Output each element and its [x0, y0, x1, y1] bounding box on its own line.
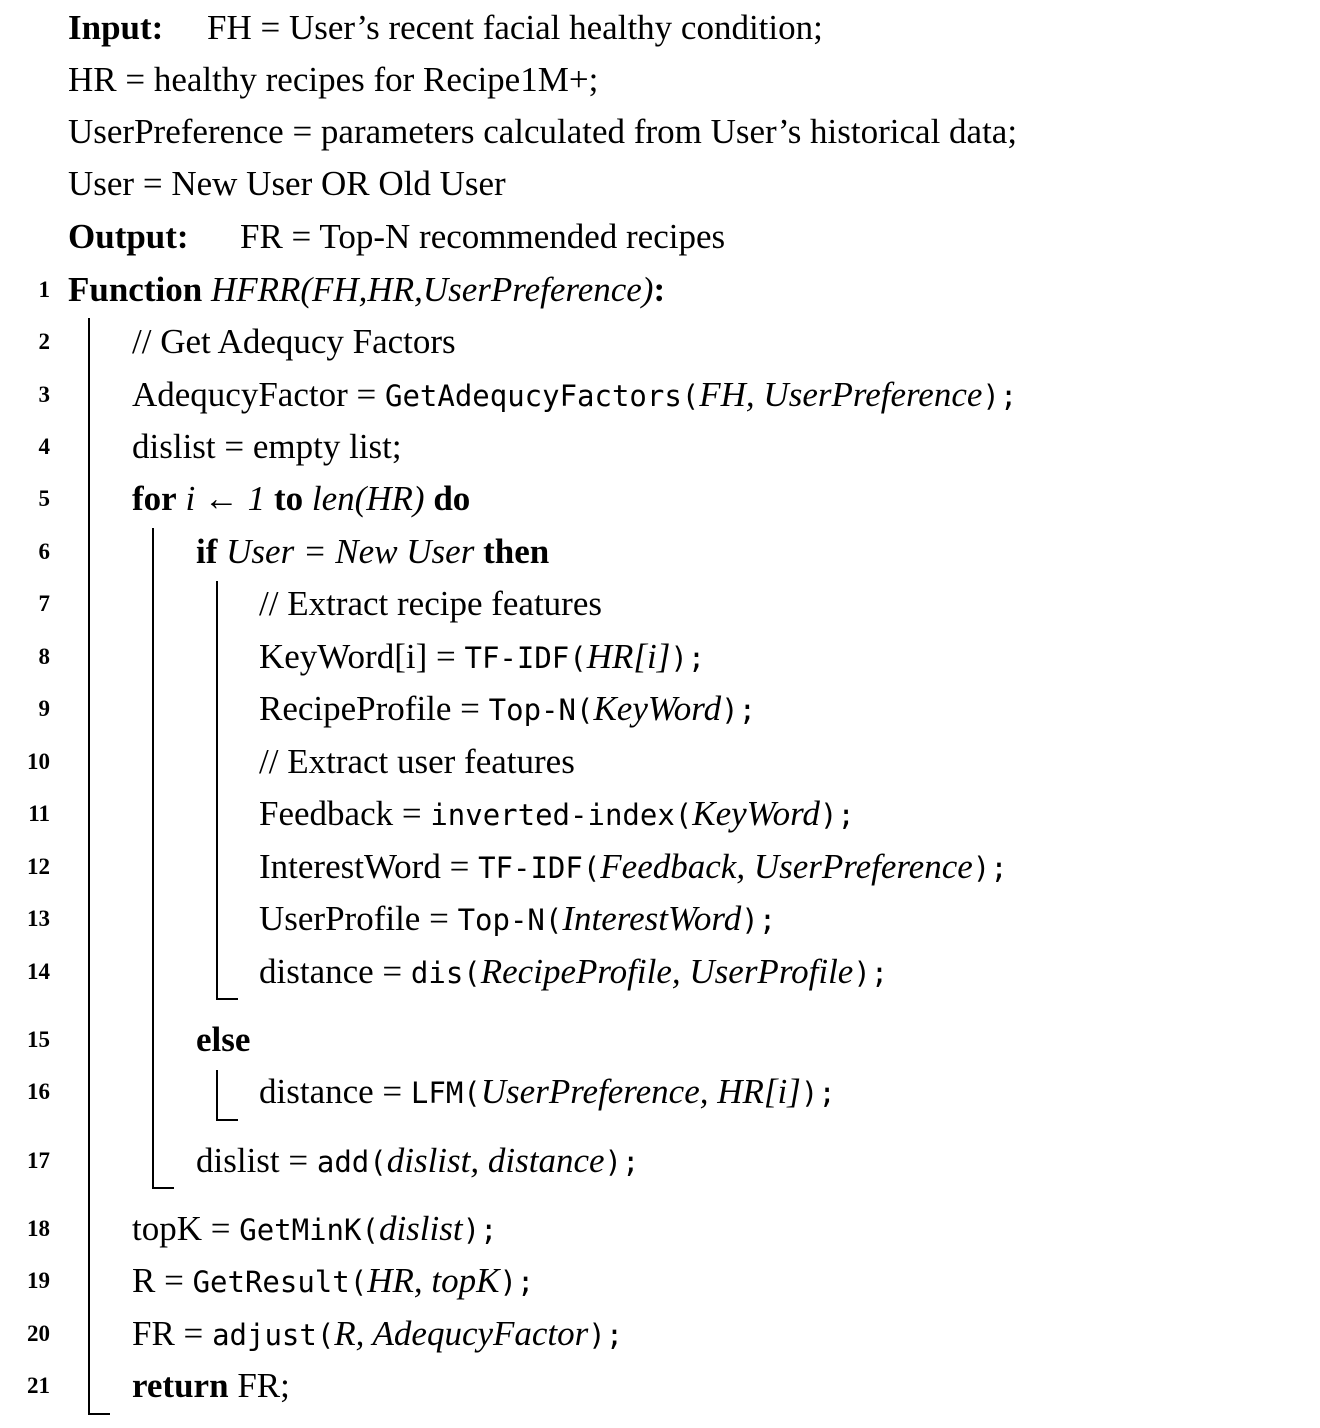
else-block-bar [216, 1070, 218, 1120]
line-number: 9 [38, 696, 50, 721]
keyword-function: Function [68, 270, 203, 309]
line-number: 8 [38, 644, 50, 669]
input-userpreference: UserPreference = parameters calculated from User’s historical data; [68, 112, 1018, 151]
line-number: 13 [27, 906, 50, 931]
else-block-end [216, 1119, 238, 1121]
for-block-end [152, 1187, 174, 1189]
output-fr: FR = Top-N recommended recipes [240, 217, 726, 256]
line-number: 15 [27, 1027, 50, 1052]
keyword-if: if [196, 532, 218, 571]
input-fh: FH = User’s recent facial healthy condition; [207, 8, 823, 47]
line-number: 7 [38, 591, 50, 616]
keyword-return: return [132, 1366, 229, 1405]
then-block-bar [216, 581, 218, 999]
input-user: User = New User OR Old User [68, 164, 506, 203]
function-block-end [88, 1413, 110, 1415]
line-number: 1 [38, 277, 50, 302]
line-number: 3 [38, 382, 50, 407]
input-hr: HR = healthy recipes for Recipe1M+; [68, 60, 599, 99]
input-label: Input: [68, 8, 164, 47]
line-number: 2 [38, 329, 50, 354]
line-number: 19 [27, 1268, 50, 1293]
line-number: 12 [27, 854, 50, 879]
then-block-end [216, 998, 238, 1000]
line-number: 16 [27, 1079, 50, 1104]
comment: // Extract user features [259, 742, 575, 781]
keyword-else: else [196, 1020, 251, 1059]
comment: // Get Adequcy Factors [132, 322, 456, 361]
function-call: GetAdequcyFactors( [385, 379, 700, 413]
line-number: 14 [27, 959, 50, 984]
line-number: 5 [38, 486, 50, 511]
line-number: 11 [28, 801, 50, 826]
function-signature: HFRR(FH,HR,UserPreference) [210, 270, 654, 309]
line-number: 17 [27, 1148, 50, 1173]
line-number: 6 [38, 539, 50, 564]
for-block-bar [152, 528, 154, 1188]
line-number: 20 [27, 1321, 50, 1346]
line-number: 21 [27, 1373, 50, 1398]
line-number: 18 [27, 1216, 50, 1241]
comment: // Extract recipe features [259, 584, 602, 623]
line-number: 4 [38, 434, 50, 459]
function-block-bar [88, 318, 90, 1415]
keyword-for: for [132, 479, 177, 518]
line-number: 10 [27, 749, 50, 774]
output-label: Output: [68, 217, 189, 256]
